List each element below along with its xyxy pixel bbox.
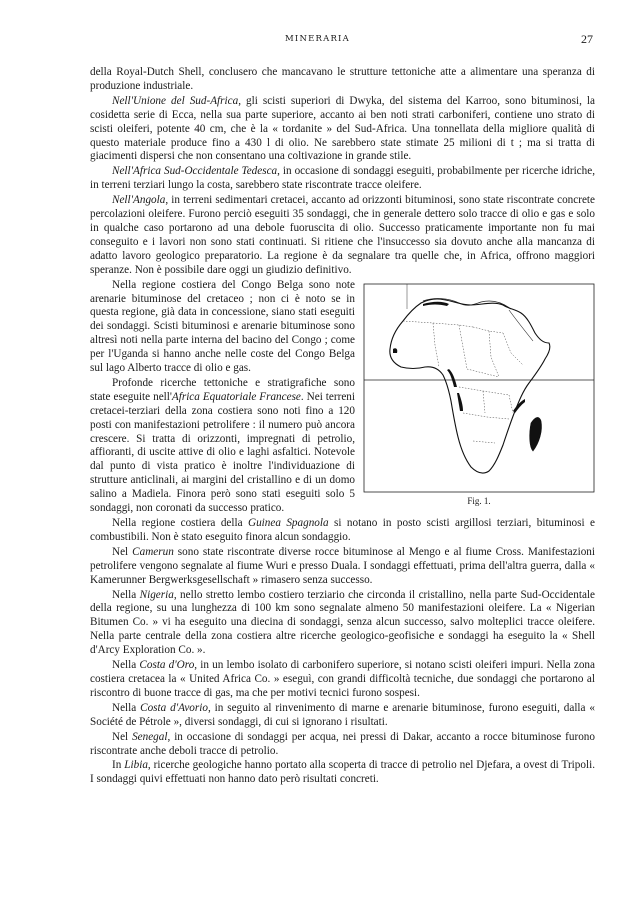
country-name: Senegal — [132, 730, 168, 743]
paragraph-p12 — [90, 759, 595, 787]
text-run: della Royal-Dutch Shell, conclusero che mancavano le strutture tettoniche atte a alimentare una speranza di produzione industriale. — [90, 66, 595, 92]
country-name: Camerun — [132, 545, 174, 558]
figure-caption: Fig. 1. — [467, 495, 491, 506]
text-run: . Nei terreni cretacei-terziari della zona costiera sono noti fino a 120 posti con manifestazioni petrolifere : il numero può ancora crescere. Si tratta di orizzonti, impregnati di petrolio, affioranti, di uscite attive di olio e laghi asfaltici. Notevole dal punto di vista pratico è inoltre l'individuazione di strutture anticlinali, ai margini del cristallino e di un domo salino a Madiela. Finora però sono stati eseguiti solo 5 sondaggi, non coronati da successo pratico. — [90, 390, 355, 515]
paragraph-p9 — [90, 659, 595, 701]
text-run: , in terreni sedimentari cretacei, accanto ad orizzonti bituminosi, sono state riscontrate concrete percolazioni oleifere. Furono perciò eseguiti 35 sondaggi, che in generale dettero solo tracce di olio e gas e solo in qualche caso portarono ad una debole fuoruscita di olio. Successo praticamente importante non fu mai conseguito e i lavori non sono stati continuati. Si ritiene che l'insuccesso sia dovuto anche alla mancanza di adatto lavoro geologico preparatorio. La regione è da segnalare tra quelle che, in Africa, offrono maggiori speranze. Non è possibile dare oggi un giudizio definitivo. — [90, 194, 595, 276]
africa-map — [363, 283, 595, 493]
text-run: , in occasione di sondaggi eseguiti, probabilmente per ricerche idriche, in terreni terziari lungo la costa, sarebbero state riscontrate tracce oleifere. — [90, 165, 595, 192]
text-run: , gli scisti superiori di Dwyka, del sistema del Karroo, sono bituminosi, la cosidetta serie di Ecca, nella sua parte superiore, accanto ai ben noti strati carboniferi, contiene uno strato di scisti oleiferi, potente 40 cm, che è la « tordanite » del Sud-Africa. Una tonnellata della migliore qualità di questo materiale produce fino a 430 l di olio. Ne sarebbero state stimate 25 milioni di t ; ma si tratta di giacimenti dispersi che non consentano una coltivazione in grande stile. — [90, 94, 596, 163]
running-head: MINERARIA — [285, 34, 350, 44]
text-run: , in occasione di sondaggi per acqua, nei pressi di Dakar, accanto a rocce bituminose furono riscontrate anche deboli tracce di petrolio. — [90, 730, 595, 757]
country-name: Guinea Spagnola — [247, 517, 329, 529]
text-run: , in seguito al rinvenimento di marne e arenarie bituminose, furono eseguiti, dalla « Société de Pétrole », diversi sondaggi, di cui si ignorano i risultati. — [90, 701, 595, 728]
body-text — [90, 66, 595, 788]
paragraph-p1 — [90, 95, 595, 165]
text-run: Nella regione costiera del Congo Belga sono note arenarie bituminose del cretaceo ; non ci è noto se in questa regione, già data in concessione, siano stati eseguiti dei sondaggi. Scisti bituminosi e arenarie bituminose sono altresì noti nella parte interna del bacino del Congo ; come per l'Uganda si hanno anche nelle coste del Congo Belga sul lago Alberto tracce di olio e gas. — [90, 278, 355, 375]
text-run: Nella — [112, 659, 140, 672]
text-run: , in un lembo isolato di carbonifero superiore, si notano scisti oleiferi impuri. Nella zona costiera cretacea la « United Africa Co. » eseguì, con grandi difficoltà tecniche, due sondaggi che portarono al riscontro di buone tracce di gas, ma che per motivi tecnici furono sospesi. — [90, 659, 595, 699]
country-name: Libia — [124, 759, 148, 772]
text-run: Nella — [112, 588, 140, 601]
text-run: , ricerche geologiche hanno portato alla scoperta di tracce di petrolio nel Djefara, a ovest di Tripoli. I sondaggi quivi effettuati non hanno dato però risultati concreti. — [90, 759, 595, 786]
paragraph-p8 — [90, 589, 595, 659]
map-frame — [364, 284, 594, 492]
text-run: Nel — [112, 730, 133, 743]
country-name: Nigeria — [139, 588, 174, 601]
paragraph-p0 — [90, 66, 595, 94]
paragraph-p2 — [90, 165, 595, 193]
text-run: In — [112, 759, 125, 772]
text-run: si notano in posto scisti argillosi terziari, bituminosi e combustibili. Non è stato eseguito finora alcun sondaggio. — [90, 517, 595, 543]
page-number: 27 — [581, 32, 593, 46]
country-name: Costa d'Avorio — [140, 701, 208, 714]
paragraph-p11 — [90, 731, 595, 759]
country-name: Nell'Africa Sud-Occidentale Tedesca — [112, 165, 278, 178]
text-run: Nella regione costiera della — [112, 517, 248, 529]
figure-africa-map — [363, 283, 595, 509]
country-name: Africa Equatoriale Francese — [171, 390, 301, 403]
paragraph-p10 — [90, 702, 595, 730]
paragraph-p6 — [90, 517, 595, 545]
country-name: Nell'Unione del Sud-Africa — [112, 94, 239, 107]
paragraph-p3 — [90, 194, 595, 277]
paragraph-p7 — [90, 546, 595, 588]
text-run: , nello stretto lembo costiero terziario che circonda il cristallino, nella parte Sud-Occidentale della regione, su una lunghezza di 100 km sono segnalate almeno 50 manifestazioni oleifere. La « Nigerian Bitumen Co. » vi ha eseguito una diecina di sondaggi, senza alcun successo, salvo molteplici tracce oleifere. Nella parte centrale della zona costiera altre ricerche geologico-geofisiche e sondaggi ha eseguito la « Shell d'Arcy Exploration Co. ». — [90, 588, 595, 657]
country-name: Nell'Angola — [112, 194, 166, 207]
text-run: Nel — [112, 545, 133, 558]
text-run: Profonde ricerche tettoniche e stratigrafiche sono state eseguite nell' — [90, 376, 355, 403]
text-run: Nella — [112, 701, 141, 714]
text-run: sono state riscontrate diverse rocce bituminose al Mengo e al fiume Cross. Manifestazioni petrolifere vengono segnalate al fiume Wuri e presso Duala. I sondaggi effettuati, prima dell'altra guerra, dalla « Kamerunner Bergwerksgesellschaft » rimasero senza successo. — [90, 545, 595, 586]
country-name: Costa d'Oro — [139, 659, 195, 672]
